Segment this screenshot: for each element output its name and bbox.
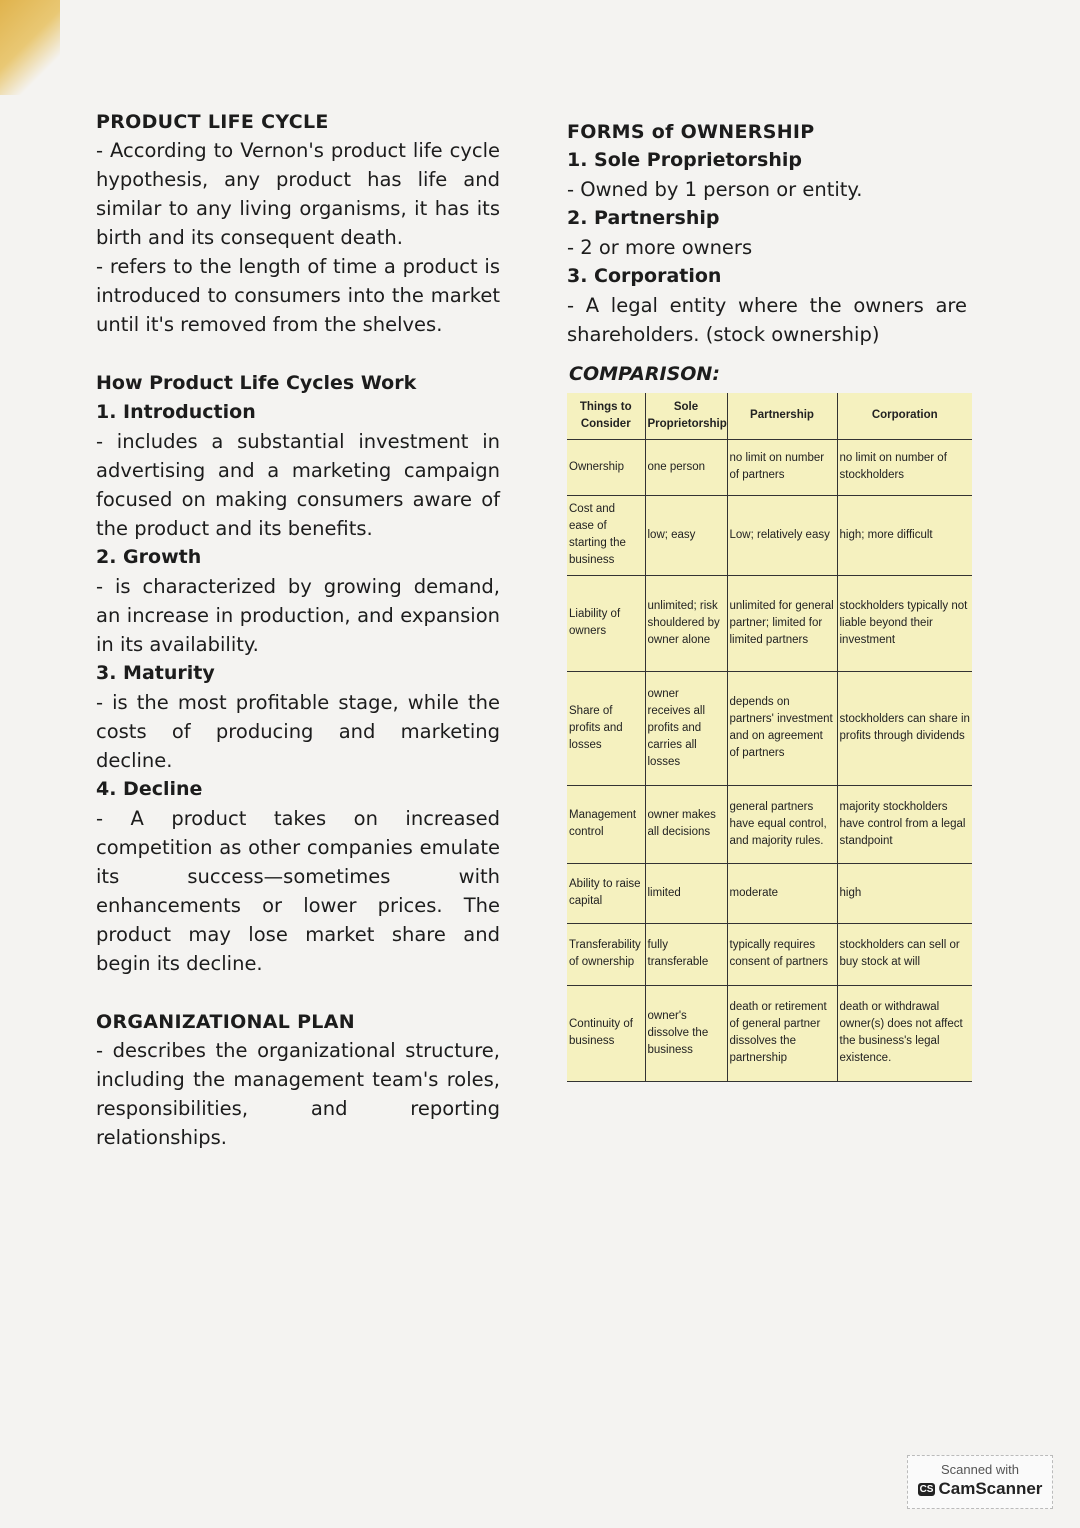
table-header-row <box>567 393 972 439</box>
stamp-brand-name: CamScanner <box>938 1479 1043 1498</box>
table-cell: high; more difficult <box>837 495 972 575</box>
plc-text-2: - refers to the length of time a product is introduced to consumers into the market until it's removed from the shelves. <box>96 255 500 336</box>
table-cell: death or withdrawal owner(s) does not affect the business's legal existence. <box>837 985 972 1081</box>
table-cell: death or retirement of general partner dissolves the partnership <box>727 985 837 1081</box>
table-cell: limited <box>645 863 727 923</box>
how-plc-title: How Product Life Cycles Work <box>96 372 417 394</box>
corner-paper-decoration <box>0 0 60 95</box>
forms-title: FORMS of OWNERSHIP <box>567 121 815 143</box>
table-cell: one person <box>645 439 727 495</box>
table-cell: moderate <box>727 863 837 923</box>
org-plan-title: ORGANIZATIONAL PLAN <box>96 1011 355 1033</box>
stage-heading: 3. Maturity <box>96 662 215 684</box>
camscanner-watermark <box>907 1455 1053 1509</box>
table-header-cell: Things to Consider <box>567 393 645 439</box>
table-cell: Continuity of business <box>567 985 645 1081</box>
table-cell: stockholders typically not liable beyond their investment <box>837 575 972 671</box>
comparison-title: COMPARISON: <box>569 363 720 385</box>
comparison-table <box>567 393 972 1082</box>
left-column <box>96 108 500 1152</box>
stamp-caption: Scanned with <box>940 1462 1020 1477</box>
form-heading: 1. Sole Proprietorship <box>567 149 802 171</box>
table-row <box>567 785 972 863</box>
stage-text: - is the most profitable stage, while the costs of producing and marketing decline. <box>96 691 500 772</box>
plc-text-1: - According to Vernon's product life cycle hypothesis, any product has life and similar to any living organisms, it has its birth and its consequent death. <box>96 139 500 249</box>
table-row <box>567 671 972 785</box>
table-row <box>567 495 972 575</box>
form-heading: 2. Partnership <box>567 207 720 229</box>
table-cell: low; easy <box>645 495 727 575</box>
table-cell: Share of profits and losses <box>567 671 645 785</box>
stamp-brand <box>908 1479 1052 1499</box>
table-cell: depends on partners' investment and on agreement of partners <box>727 671 837 785</box>
table-cell: Cost and ease of starting the business <box>567 495 645 575</box>
table-cell: Ownership <box>567 439 645 495</box>
table-cell: stockholders can sell or buy stock at will <box>837 923 972 985</box>
form-text: - 2 or more owners <box>567 236 753 259</box>
table-row <box>567 575 972 671</box>
table-cell: owner's dissolve the business <box>645 985 727 1081</box>
table-cell: stockholders can share in profits through dividends <box>837 671 972 785</box>
table-cell: owner receives all profits and carries all losses <box>645 671 727 785</box>
table-header-cell: Sole Proprietorship <box>645 393 727 439</box>
stage-heading: 2. Growth <box>96 546 202 568</box>
camscanner-logo-icon: CS <box>919 1484 934 1495</box>
table-row <box>567 985 972 1081</box>
form-text: - Owned by 1 person or entity. <box>567 178 863 201</box>
org-plan-text: - describes the organizational structure, including the management team's roles, responsibilities, and reporting relationships. <box>96 1039 500 1149</box>
form-text: - A legal entity where the owners are shareholders. (stock ownership) <box>567 294 967 346</box>
plc-title: PRODUCT LIFE CYCLE <box>96 111 329 133</box>
table-cell: typically requires consent of partners <box>727 923 837 985</box>
table-cell: majority stockholders have control from a legal standpoint <box>837 785 972 863</box>
table-cell: owner makes all decisions <box>645 785 727 863</box>
table-row <box>567 439 972 495</box>
table-row <box>567 863 972 923</box>
stage-text: - is characterized by growing demand, an increase in production, and expansion in its availability. <box>96 575 500 656</box>
table-cell: no limit on number of partners <box>727 439 837 495</box>
right-column <box>567 118 970 1082</box>
stage-heading: 4. Decline <box>96 778 203 800</box>
table-cell: unlimited for general partner; limited for limited partners <box>727 575 837 671</box>
form-heading: 3. Corporation <box>567 265 722 287</box>
table-cell: Low; relatively easy <box>727 495 837 575</box>
table-cell: no limit on number of stockholders <box>837 439 972 495</box>
table-cell: Liability of owners <box>567 575 645 671</box>
stage-text: - A product takes on increased competition as other companies emulate its success—sometimes with enhancements or lower prices. The product may lose market share and begin its decline. <box>96 807 500 975</box>
table-cell: general partners have equal control, and majority rules. <box>727 785 837 863</box>
stage-text: - includes a substantial investment in advertising and a marketing campaign focused on making consumers aware of the product and its benefits. <box>96 430 500 540</box>
table-cell: fully transferable <box>645 923 727 985</box>
table-cell: Ability to raise capital <box>567 863 645 923</box>
table-header-cell: Partnership <box>727 393 837 439</box>
table-row <box>567 923 972 985</box>
table-cell: unlimited; risk shouldered by owner alone <box>645 575 727 671</box>
table-cell: high <box>837 863 972 923</box>
table-cell: Management control <box>567 785 645 863</box>
table-cell: Transferability of ownership <box>567 923 645 985</box>
stage-heading: 1. Introduction <box>96 401 256 423</box>
table-header-cell: Corporation <box>837 393 972 439</box>
